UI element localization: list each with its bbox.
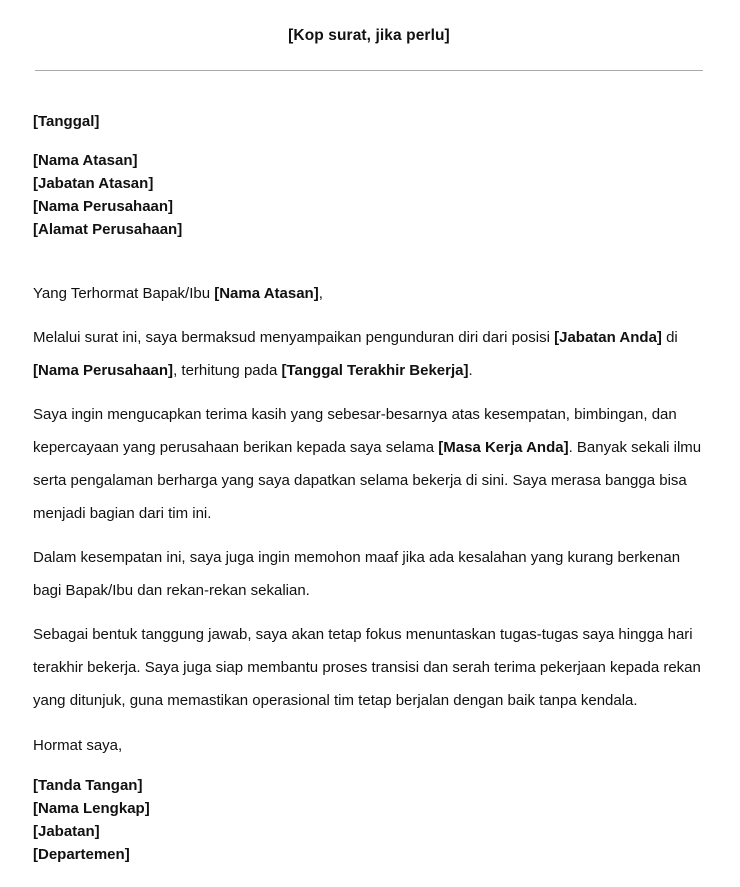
paragraph-text: Saya ingin mengucapkan terima kasih yang sebesar-besarnya atas kesempatan, bimbingan, dan kepercayaan yang perusahaan berikan kepada saya selama [33,406,677,457]
salutation-recipient-placeholder: [Nama Atasan] [214,285,319,303]
paragraph-text: . [468,362,473,380]
date-block [33,110,705,133]
paragraph-resignation-notice [33,321,705,387]
recipient-address-block [33,149,705,241]
signature-block [33,774,705,886]
recipient-line: [Jabatan Atasan] [33,175,154,193]
letter-body [33,321,705,717]
paragraph-text: Melalui surat ini, saya bermaksud menyampaikan pengunduran diri dari posisi [33,329,555,347]
salutation-prefix: Yang Terhormat Bapak/Ibu [33,285,215,303]
letterhead-divider [35,70,703,71]
signature-line: [Tanda Tangan] [33,777,143,795]
letterhead-placeholder: [Kop surat, jika perlu] [288,27,450,44]
paragraph-text: di [661,329,678,347]
paragraph-text: Dalam kesempatan ini, saya juga ingin memohon maaf jika ada kesalahan yang kurang berkenan bagi Bapak/Ibu dan rekan-rekan sekalian. [33,549,681,600]
recipient-line: [Alamat Perusahaan] [33,221,183,239]
signature-line: [Nama Lengkap] [33,800,150,818]
signature-line: [Jabatan] [33,823,100,841]
paragraph-gratitude [33,398,705,530]
salutation [33,277,705,310]
paragraph-handover [33,618,705,717]
inline-placeholder: [Tanggal Terakhir Bekerja] [281,362,469,380]
recipient-line: [Nama Perusahaan] [33,198,174,216]
paragraph-text: , terhitung pada [173,362,282,380]
paragraph-apology [33,541,705,607]
paragraph-text: . Banyak sekali ilmu serta pengalaman berharga yang saya dapatkan selama bekerja di sini. Saya merasa bangga bisa menjadi bagian dari tim ini. [33,439,702,523]
signature-line: [Departemen] [33,846,130,864]
inline-placeholder: [Masa Kerja Anda] [438,439,569,457]
paragraph-text: Sebagai bentuk tanggung jawab, saya akan tetap fokus menuntaskan tugas-tugas saya hingga hari terakhir bekerja. Saya juga siap membantu proses transisi dan serah terima pekerjaan kepada rekan yang ditunjuk, guna memastikan operasional tim tetap berjalan dengan baik tanpa kendala. [33,626,701,710]
inline-placeholder: [Nama Perusahaan] [33,362,174,380]
closing-salutation: Hormat saya, [33,737,123,755]
date-placeholder: [Tanggal] [33,113,100,131]
recipient-line: [Nama Atasan] [33,152,138,170]
salutation-suffix: , [318,285,323,303]
inline-placeholder: [Jabatan Anda] [554,329,662,347]
